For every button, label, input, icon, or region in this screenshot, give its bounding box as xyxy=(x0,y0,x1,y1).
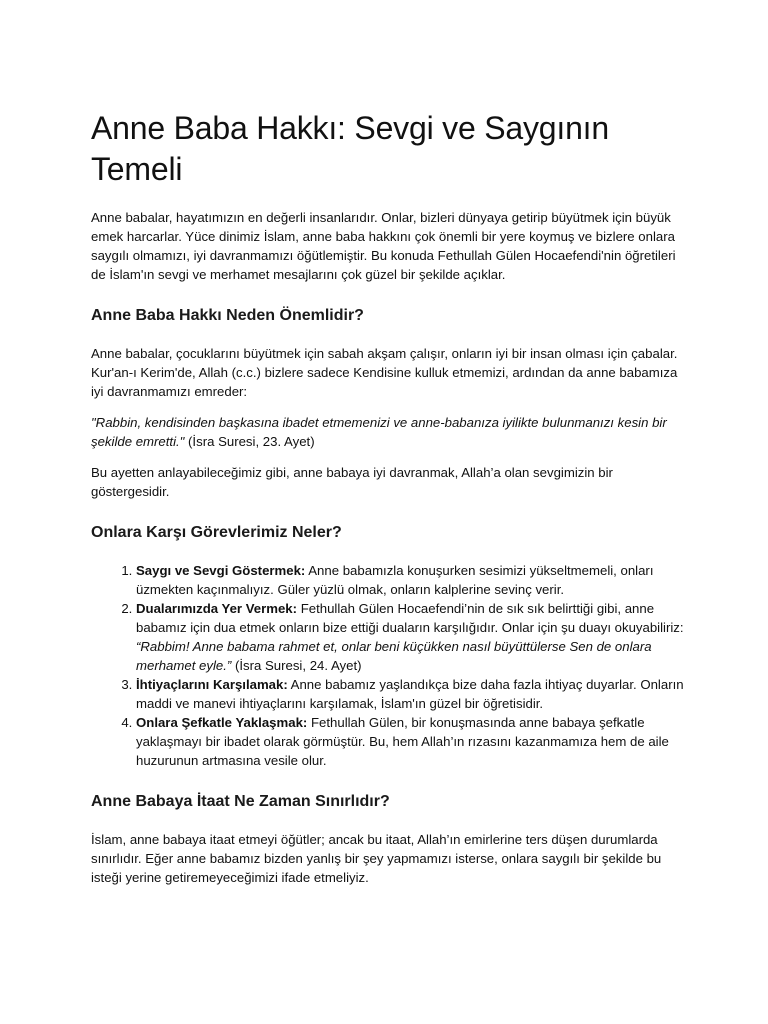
list-item xyxy=(136,561,686,599)
list-item xyxy=(136,713,686,770)
intro-paragraph: Anne babalar, hayatımızın en değerli insanlarıdır. Onlar, bizleri dünyaya getirip büyütmek için büyük emek harcarlar. Yüce dinimiz İslam, anne baba hakkını çok önemli bir yere koymuş ve bizlere onlara saygılı olmamızı, iyi davranmamızı öğütlemiştir. Bu konuda Fethullah Gülen Hocaefendi'nin öğretileri de İslam'ın sevgi ve merhamet mesajlarını çok güzel bir şekilde açıklar. xyxy=(91,210,676,282)
verse-quote: "Rabbin, kendisinden başkasına ibadet etmemenizi ve anne-babanıza iyilikte bulunmanızı kesin bir şekilde emretti." xyxy=(91,415,667,449)
duty-text: Anne babamızla konuşurken sesimizi yükseltmemeli, onları üzmekten kaçınmalıyız. Güler yüzlü olmak, onların kalplerine sevinç verir. xyxy=(136,563,654,597)
section-heading-duties: Onlara Karşı Görevlerimiz Neler? xyxy=(91,524,342,541)
duty-label: Dualarımızda Yer Vermek: xyxy=(136,601,298,616)
prayer-quote: “Rabbim! Anne babama rahmet et, onlar beni küçükken nasıl büyüttülerse Sen de onlara merhamet eyle.” xyxy=(136,639,652,673)
list-item xyxy=(136,675,686,713)
section-heading-importance: Anne Baba Hakkı Neden Önemlidir? xyxy=(91,307,364,324)
duty-text: Anne babamız yaşlandıkça bize daha fazla ihtiyaç duyarlar. Onların maddi ve manevi ihtiyaçlarını karşılamak, İslam'ın güzel bir öğretisidir. xyxy=(136,677,684,711)
obedience-paragraph: İslam, anne babaya itaat etmeyi öğütler; ancak bu itaat, Allah’ın emirlerine ters düşen durumlarda sınırlıdır. Eğer anne babamız bizden yanlış bir şey yapmamızı isterse, onlara saygılı bir şekilde bu isteği yerine getiremeyeceğimizi ifade etmeliyiz. xyxy=(91,832,662,885)
verse-source: (İsra Suresi, 23. Ayet) xyxy=(184,434,315,449)
duty-label: İhtiyaçlarını Karşılamak: xyxy=(136,677,288,692)
prayer-source: (İsra Suresi, 24. Ayet) xyxy=(231,658,362,673)
duty-text: Fethullah Gülen, bir konuşmasında anne babaya şefkatle yaklaşmayı bir ibadet olarak görmüştür. Bu, hem Allah’ın rızasını kazanmamıza hem de aile huzurunun artmasına vesile olur. xyxy=(136,715,669,768)
duty-label: Onlara Şefkatle Yaklaşmak: xyxy=(136,715,308,730)
section-heading-obedience: Anne Babaya İtaat Ne Zaman Sınırlıdır? xyxy=(91,793,390,810)
list-item xyxy=(136,599,686,675)
duty-label: Saygı ve Sevgi Göstermek: xyxy=(136,563,306,578)
duty-text: Fethullah Gülen Hocaefendi’nin de sık sık belirttiği gibi, anne babamız için dua etmek onların bize ettiği duaların karşılığıdır. Onlar için şu duayı okuyabiliriz: xyxy=(136,601,684,635)
page-title: Anne Baba Hakkı: Sevgi ve Saygının Temeli xyxy=(91,110,609,187)
importance-conclusion: Bu ayetten anlayabileceğimiz gibi, anne babaya iyi davranmak, Allah’a olan sevgimizin bir göstergesidir. xyxy=(91,465,613,499)
importance-paragraph: Anne babalar, çocuklarını büyütmek için sabah akşam çalışır, onların iyi bir insan olması için çabalar. Kur'an-ı Kerim'de, Allah (c.c.) bizlere sadece Kendisine kulluk etmemizi, ardından da anne babamıza iyi davranmamızı emreder: xyxy=(91,346,678,399)
verse-quote-paragraph xyxy=(91,413,686,451)
duties-list xyxy=(91,561,686,770)
